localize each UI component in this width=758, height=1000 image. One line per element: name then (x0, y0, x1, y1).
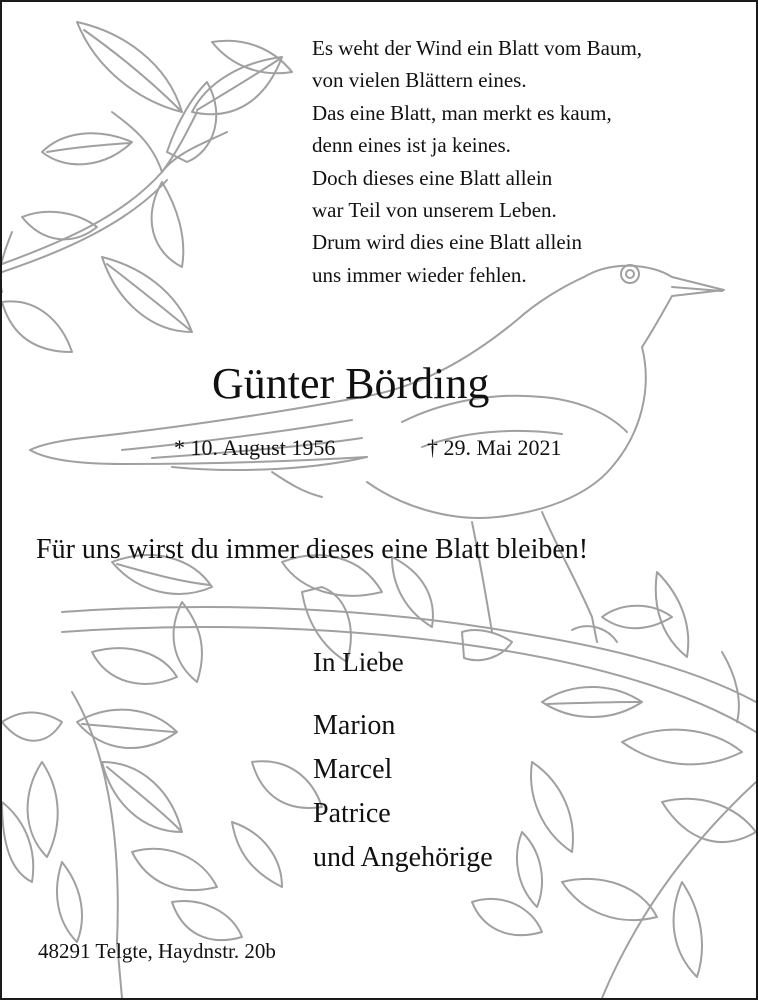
poem-line: war Teil von unserem Leben. (312, 198, 557, 223)
family-member: Marion (313, 710, 396, 741)
poem-line: Drum wird dies eine Blatt allein (312, 230, 583, 255)
upper-left-leaves (2, 22, 292, 352)
birth-date: * 10. August 1956 (174, 435, 336, 460)
poem-line: Es weht der Wind ein Blatt vom Baum, (312, 36, 643, 60)
bird-drawing (30, 265, 724, 660)
family-member: Patrice (313, 798, 391, 829)
family-member: und Angehörige (313, 842, 493, 873)
mourning-address: 48291 Telgte, Haydnstr. 20b (38, 939, 276, 963)
poem-line: Doch dieses eine Blatt allein (312, 165, 553, 190)
poem-line: von vielen Blättern eines. (312, 68, 527, 93)
memorial-poem (312, 32, 642, 291)
death-date: † 29. Mai 2021 (427, 435, 562, 460)
lower-right-leaves (472, 652, 756, 998)
poem-line: Das eine Blatt, man merkt es kaum, (312, 100, 612, 125)
memorial-tagline: Für uns wirst du immer dieses eine Blatt bleiben! (36, 534, 589, 565)
closing-salutation: In Liebe (313, 647, 404, 677)
poem-line: uns immer wieder fehlen. (312, 262, 527, 287)
deceased-name: Günter Börding (212, 359, 490, 408)
poem-line: denn eines ist ja keines. (312, 133, 511, 158)
family-signatures (313, 704, 493, 880)
family-member: Marcel (313, 754, 393, 785)
